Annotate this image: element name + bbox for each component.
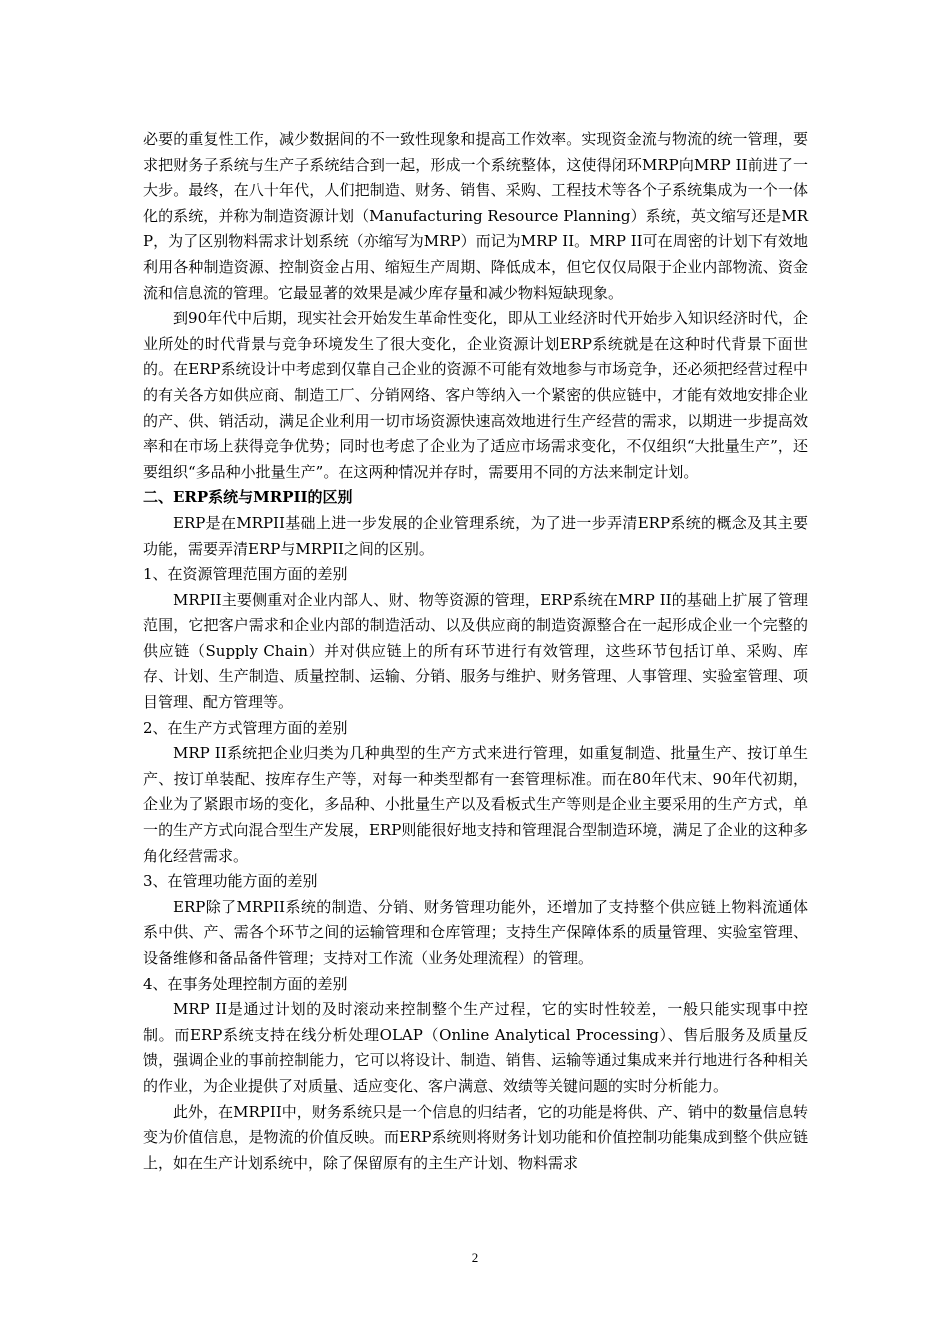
subheading-transaction-control: 4、在事务处理控制方面的差别: [143, 974, 348, 993]
subheading-resource-scope: 1、在资源管理范围方面的差别: [143, 565, 348, 584]
paragraph-mrp2-history: 必要的重复性工作，减少数据间的不一致性现象和提高工作效率。实现资金流与物流的统一管理，要求把财务子系统与生产子系统结合到一起，形成一个系统整体，这使得闭环MRP向MRP II前进了一大步。最终，在八十年代，人们把制造、财务、销售、采购、工程技术等各个子系统集成为一个一体化的系统，并称为制造资源计划（Manufacturing Resource Planning）系统，英文缩写还是MRP，为了区别物料需求计划系统（亦缩写为MRP）而记为MRP II。MRP II可在周密的计划下有效地利用各种制造资源、控制资金占用、缩短生产周期、降低成本，但它仅仅局限于企业内部物流、资金流和信息流的管理。它最显著的效果是减少库存量和减少物料短缺现象。: [143, 130, 808, 302]
document-body: [143, 127, 808, 1176]
subheading-management-functions: 3、在管理功能方面的差别: [143, 872, 318, 891]
paragraph-management-functions: ERP除了MRPII系统的制造、分销、财务管理功能外，还增加了支持整个供应链上物料流通体系中供、产、需各个环节之间的运输管理和仓库管理；支持生产保障体系的质量管理、实验室管理、设备维修和备品备件管理；支持对工作流（业务处理流程）的管理。: [143, 897, 808, 967]
paragraph-finance-system: 此外，在MRPII中，财务系统只是一个信息的归结者，它的功能是将供、产、销中的数量信息转变为价值信息，是物流的价值反映。而ERP系统则将财务计划功能和价值控制功能集成到整个供应链上，如在生产计划系统中，除了保留原有的主生产计划、物料需求: [143, 1102, 808, 1172]
subheading-production-mode: 2、在生产方式管理方面的差别: [143, 718, 348, 737]
paragraph-erp-intro: ERP是在MRPII基础上进一步发展的企业管理系统，为了进一步弄清ERP系统的概念及其主要功能，需要弄清ERP与MRPII之间的区别。: [143, 513, 808, 558]
paragraph-erp-emergence: 到90年代中后期，现实社会开始发生革命性变化，即从工业经济时代开始步入知识经济时代，企业所处的时代背景与竞争环境发生了很大变化，企业资源计划ERP系统就是在这种时代背景下面世的。在ERP系统设计中考虑到仅靠自己企业的资源不可能有效地参与市场竞争，还必须把经营过程中的有关各方如供应商、制造工厂、分销网络、客户等纳入一个紧密的供应链中，才能有效地安排企业的产、供、销活动，满足企业利用一切市场资源快速高效地进行生产经营的需求，以期进一步提高效率和在市场上获得竞争优势；同时也考虑了企业为了适应市场需求变化，不仅组织“大批量生产”，还要组织“多品种小批量生产”。在这两种情况并存时，需要用不同的方法来制定计划。: [143, 309, 808, 481]
page-number: 2: [471, 1250, 479, 1265]
paragraph-resource-scope: MRPII主要侧重对企业内部人、财、物等资源的管理，ERP系统在MRP II的基础上扩展了管理范围，它把客户需求和企业内部的制造活动、以及供应商的制造资源整合在一起形成企业一个完整的供应链（Supply Chain）并对供应链上的所有环节进行有效管理，这些环节包括订单、采购、库存、计划、生产制造、质量控制、运输、分销、服务与维护、财务管理、人事管理、实验室管理、项目管理、配方管理等。: [143, 590, 808, 712]
section-heading-erp-vs-mrp2: 二、ERP系统与MRPII的区别: [143, 488, 353, 507]
paragraph-production-mode: MRP II系统把企业归类为几种典型的生产方式来进行管理，如重复制造、批量生产、按订单生产、按订单装配、按库存生产等，对每一种类型都有一套管理标准。而在80年代末、90年代初期，企业为了紧跟市场的变化，多品种、小批量生产以及看板式生产等则是企业主要采用的生产方式，单一的生产方式向混合型生产发展，ERP则能很好地支持和管理混合型制造环境，满足了企业的这种多角化经营需求。: [143, 744, 808, 865]
paragraph-transaction-control: MRP II是通过计划的及时滚动来控制整个生产过程，它的实时性较差，一般只能实现事中控制。而ERP系统支持在线分析处理OLAP（Online Analytical Processing）、售后服务及质量反馈，强调企业的事前控制能力，它可以将设计、制造、销售、运输等通过集成来并行地进行各种相关的作业，为企业提供了对质量、适应变化、客户满意、效绩等关键问题的实时分析能力。: [143, 1000, 808, 1095]
